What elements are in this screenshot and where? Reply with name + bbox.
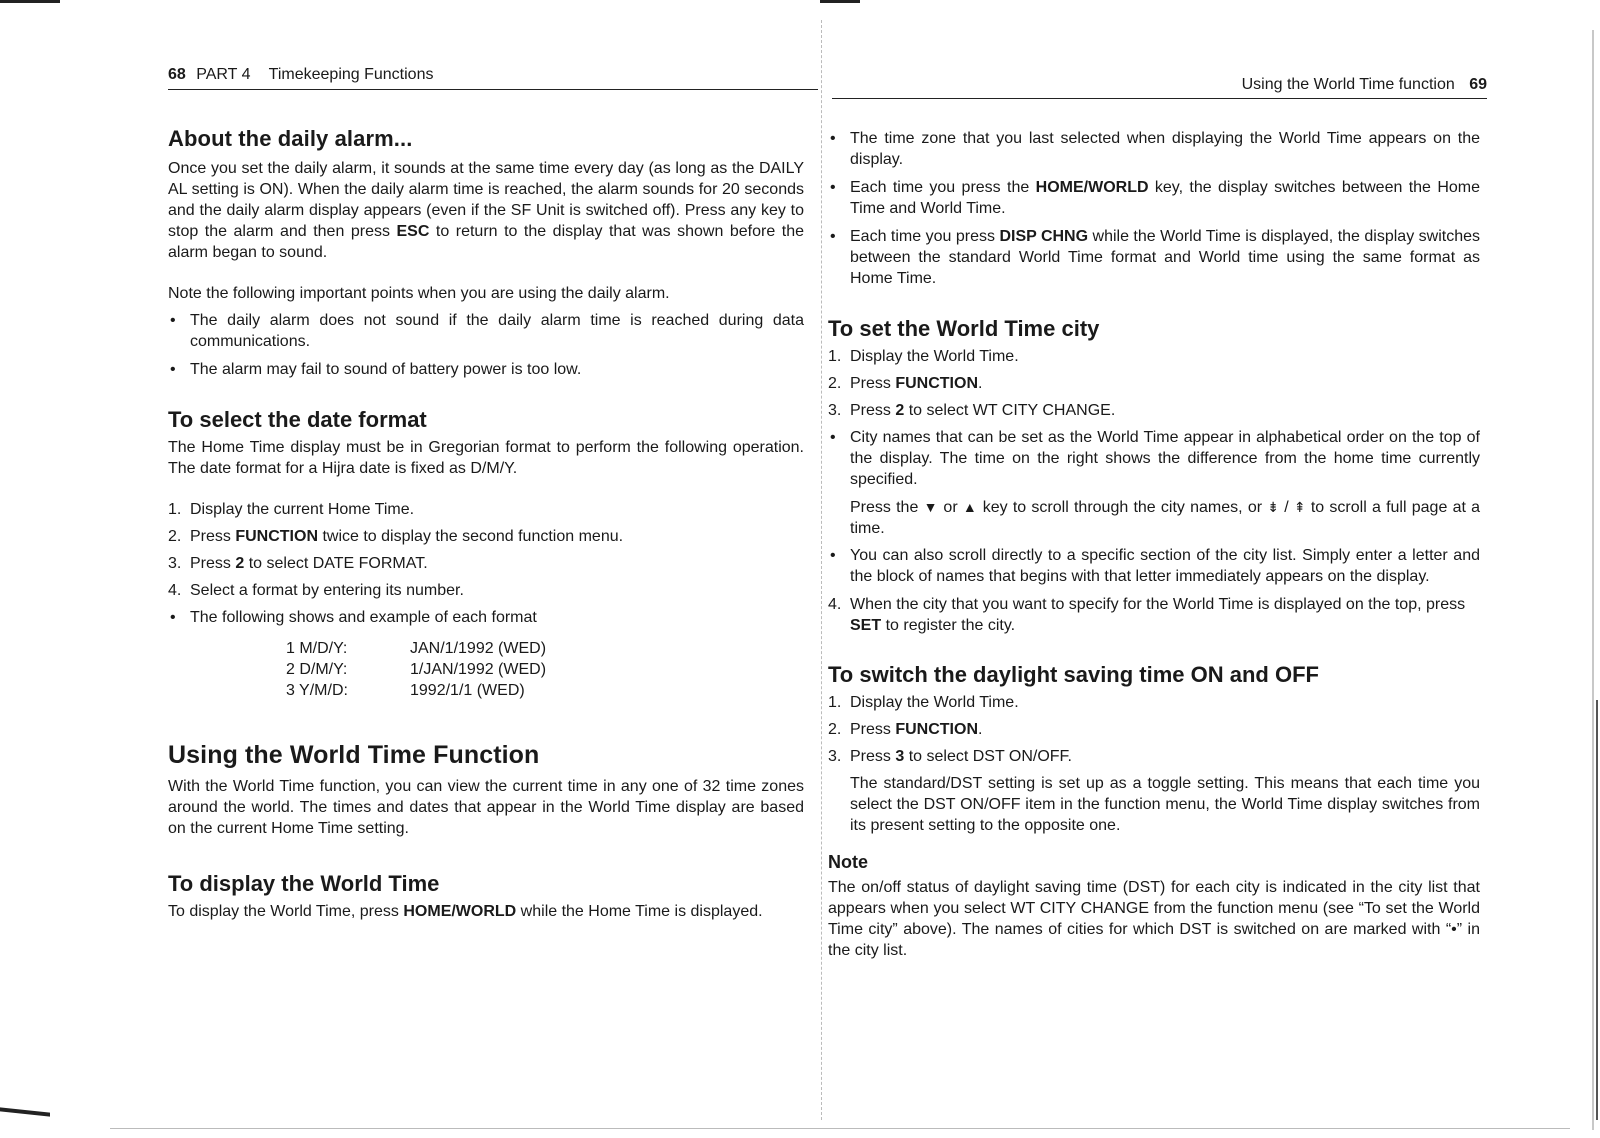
world-time-paragraph: With the World Time function, you can view the current time in any one of 32 time zones around the world. The times and dates that appear in the World Time display are based on the current Home Time setting. [168, 778, 804, 837]
text-run: Once you set the daily alarm, it sounds at the same time every day (as long as the DAILY AL setting is ON). When the daily alarm time is reached, the alarm sounds for 20 seconds and the daily alarm display appears (even if the SF Unit is switched off). Press any key to stop the alarm and then press [168, 160, 804, 240]
key-name: HOME/WORLD [403, 903, 517, 920]
table-row [286, 680, 546, 701]
step-text: Press [190, 555, 236, 572]
text-run: / [1279, 499, 1294, 516]
set-city-steps [828, 346, 1480, 421]
format-example: JAN/1/1992 (WED) [410, 640, 547, 657]
right-page-number: 69 [1469, 76, 1487, 93]
world-time-section [168, 741, 804, 839]
list-item: • The time zone that you last selected when displaying the World Time appears on the display. [828, 128, 1480, 170]
about-alarm-paragraph [168, 158, 804, 263]
dst-steps [828, 692, 1480, 767]
alarm-bullet-list [168, 310, 804, 380]
text-run: while the World Time is displayed, the display switches between the standard World Time format and World time using the same format as Home Time. [850, 228, 1481, 287]
text-run: key to scroll through the city names, or [977, 499, 1268, 516]
dst-heading: To switch the daylight saving time ON and OFF [828, 662, 1319, 687]
list-item: • The alarm may fail to sound of battery power is too low. [168, 359, 804, 380]
format-code: 1 M/D/Y: [286, 640, 348, 657]
key-name: 2 [235, 555, 245, 572]
key-name: HOME/WORLD [1035, 179, 1149, 196]
set-city-heading: To set the World Time city [828, 316, 1100, 341]
key-name: FUNCTION [895, 375, 978, 392]
text-run: Press the [850, 499, 924, 516]
note-heading: Note [828, 852, 868, 872]
format-bullet-list [168, 607, 804, 628]
list-item: 1. Display the World Time. [828, 694, 1019, 711]
dst-section [828, 662, 1480, 836]
world-time-heading: Using the World Time Function [168, 741, 540, 769]
format-code: 3 Y/M/D: [286, 682, 348, 699]
key-name: DISP CHNG [999, 228, 1089, 245]
step-text: to register the city. [881, 617, 1016, 634]
part-label: PART 4 [196, 66, 251, 83]
table-row [286, 638, 546, 659]
date-format-steps [168, 499, 804, 601]
text-run: or [938, 499, 963, 516]
right-page [820, 0, 1600, 1138]
step-text: to select DST ON/OFF. [904, 748, 1072, 765]
date-format-table [286, 638, 546, 701]
text-run: Each time you press the [850, 179, 1036, 196]
date-format-heading: To select the date format [168, 407, 427, 432]
key-name: FUNCTION [235, 528, 318, 545]
list-item: 1. Display the current Home Time. [168, 501, 415, 518]
dst-toggle-paragraph: The standard/DST setting is set up as a toggle setting. This means that each time you select the DST ON/OFF item in the function menu, the World Time display switches from its present setting to the opposite one. [850, 775, 1480, 834]
list-item: • The daily alarm does not sound if the daily alarm time is reached during data communications. [168, 310, 804, 352]
table-row [286, 659, 546, 680]
list-item: 3. Press 2 to select DATE FORMAT. [168, 555, 428, 572]
part-title: Timekeeping Functions [268, 66, 434, 83]
list-item: 2. Press FUNCTION. [828, 721, 983, 738]
list-item: 3. Press 2 to select WT CITY CHANGE. [828, 402, 1116, 419]
step-text: Press [850, 721, 896, 738]
list-item: • The following shows and example of each format [168, 607, 804, 628]
key-name: SET [850, 617, 882, 634]
text-run: key, the display switches between the Home Time and World Time. [850, 179, 1480, 217]
list-item: 1. Display the World Time. [828, 348, 1019, 365]
set-city-section [828, 316, 1480, 636]
step-text: Select a format by entering its number. [190, 582, 464, 599]
text-run: to return to the display that was shown before the alarm began to sound. [168, 223, 805, 261]
display-world-section [168, 871, 804, 922]
step-text: Press [850, 375, 896, 392]
note-paragraph: The on/off status of daylight saving time (DST) for each city is indicated in the city list that appears when you select WT CITY CHANGE from the function menu (see “To set the World Time city” above). The names of cities for which DST is switched on are marked with “•” in the city list. [828, 879, 1480, 959]
step-text: twice to display the second function menu. [318, 528, 624, 545]
list-item [828, 226, 1480, 289]
list-item: 4. When the city that you want to specify for the World Time is displayed on the top, press SET to register the city. [828, 596, 1466, 634]
note-section [828, 852, 1480, 961]
key-name: 2 [895, 402, 905, 419]
step-text: to select DATE FORMAT. [244, 555, 428, 572]
key-name: 3 [895, 748, 905, 765]
list-item: • City names that can be set as the World Time appear in alphabetical order on the top of the display. The time on the right shows the difference from the home time currently specified. [828, 427, 1480, 490]
key-name: ESC [396, 223, 430, 240]
step-text: Press [850, 748, 896, 765]
format-code: 2 D/M/Y: [286, 661, 348, 678]
text-run: while the Home Time is displayed. [516, 903, 763, 920]
down-arrow-icon: ▼ [923, 499, 939, 515]
date-format-paragraph: The Home Time display must be in Gregorian format to perform the following operation. The date format for a Hijra date is fixed as D/M/Y. [168, 439, 804, 477]
list-item: 3. Press 3 to select DST ON/OFF. [828, 748, 1072, 765]
right-body [828, 128, 1480, 961]
format-example: 1992/1/1 (WED) [410, 682, 525, 699]
text-run: Each time you press [850, 228, 1000, 245]
list-item [828, 177, 1480, 219]
running-title: Using the World Time function [1241, 76, 1455, 93]
scroll-instructions [828, 497, 1480, 539]
step-text: Display the current Home Time. [190, 501, 415, 518]
left-body [168, 126, 804, 922]
city-bullet-list-2 [828, 545, 1480, 587]
text-run: to scroll a full page at a time. [850, 499, 1481, 537]
page-down-icon: ⇟ [1267, 499, 1280, 515]
left-page-number: 68 [168, 66, 186, 83]
page-up-icon: ⇞ [1293, 499, 1306, 515]
up-arrow-icon: ▲ [962, 499, 978, 515]
step-text: Press [850, 402, 896, 419]
key-name: FUNCTION [895, 721, 978, 738]
step-text: . [978, 375, 983, 392]
alarm-note-intro: Note the following important points when you are using the daily alarm. [168, 285, 670, 302]
list-item: 4. Select a format by entering its number. [168, 582, 464, 599]
step-text: Press [190, 528, 236, 545]
display-world-paragraph [168, 901, 804, 922]
step-text: Display the World Time. [850, 348, 1019, 365]
list-item: 2. Press FUNCTION. [828, 375, 983, 392]
display-world-heading: To display the World Time [168, 871, 440, 896]
about-alarm-section [168, 126, 804, 380]
date-format-section [168, 407, 804, 701]
about-alarm-heading: About the daily alarm... [168, 126, 413, 151]
list-item: 2. Press FUNCTION twice to display the second function menu. [168, 528, 624, 545]
city-bullet-list [828, 427, 1480, 490]
step-text: . [978, 721, 983, 738]
set-city-steps-cont [828, 594, 1480, 636]
text-run: To display the World Time, press [168, 903, 404, 920]
step-text: to select WT CITY CHANGE. [904, 402, 1116, 419]
step-text: When the city that you want to specify for the World Time is displayed on the top, press [850, 596, 1466, 613]
world-time-bullets [828, 128, 1480, 289]
step-text: Display the World Time. [850, 694, 1019, 711]
list-item: • You can also scroll directly to a specific section of the city list. Simply enter a letter and the block of names that begins with that letter immediately appears on the display. [828, 545, 1480, 587]
format-example: 1/JAN/1992 (WED) [410, 661, 547, 678]
right-running-head [832, 76, 1487, 99]
left-running-head [168, 66, 818, 90]
